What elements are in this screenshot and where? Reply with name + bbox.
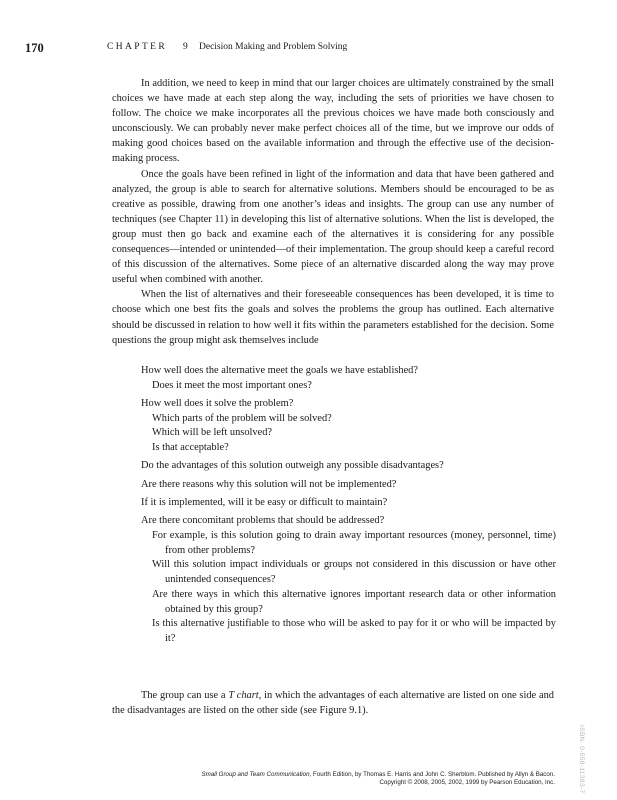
sub-question: Which parts of the problem will be solved? (152, 412, 332, 424)
question-group (141, 496, 556, 511)
closing-text-after: in which the advantages of each alternative are listed on one side and the disadvantages are listed on the other side (see Figure 9.1). (112, 690, 554, 717)
question-group (141, 397, 556, 456)
margin-isbn: ISBN: 0-558-11383-7 (578, 725, 585, 794)
sub-question: Will this solution impact individuals or groups not considered in this discussion or have other unintended consequences? (152, 559, 556, 586)
body-text (112, 76, 554, 348)
question: Do the advantages of this solution outweigh any possible disadvantages? (141, 460, 444, 472)
sub-question: Which will be left unsolved? (152, 427, 273, 439)
footer-book-title: Small Group and Team Communication, (201, 771, 312, 778)
paragraph: When the list of alternatives and their foreseeable consequences has been developed, it is time to choose which one best fits the goals and solves the problems the group has outlined. Each alternative should be discussed in relation to how well it fits within the parameters established for the decision. Some questions the group might ask themselves include (112, 289, 554, 346)
closing-text-before: The group can use a (141, 690, 229, 701)
chapter-number: 9 (183, 42, 188, 52)
sub-question: For example, is this solution going to drain away important resources (money, personnel, time) from other problems? (152, 530, 556, 556)
question: Are there concomitant problems that should be addressed? (141, 515, 385, 527)
footer-publication-info: Fourth Edition, by Thomas E. Harris and John C. Sherblom. Published by Allyn & Bacon. (311, 771, 555, 778)
sub-question: Is that acceptable? (152, 442, 229, 454)
question: If it is implemented, will it be easy or difficult to maintain? (141, 497, 388, 508)
question-group (141, 364, 556, 393)
question: How well does the alternative meet the goals we have established? (141, 365, 418, 376)
running-head (25, 41, 597, 57)
question: How well does it solve the problem? (141, 398, 294, 409)
question-list (141, 364, 556, 650)
question-group (141, 459, 556, 474)
chapter-label: CHAPTER (107, 42, 168, 52)
footer-copyright: Copyright © 2008, 2005, 2002, 1999 by Pearson Education, Inc. (379, 779, 555, 787)
paragraph (112, 688, 554, 718)
question: Are there reasons why this solution will not be implemented? (141, 478, 397, 490)
closing-paragraph (112, 688, 554, 718)
copyright-footer (201, 771, 555, 788)
question-group (141, 514, 556, 646)
sub-question: Is this alternative justifiable to those who will be asked to pay for it or who will be impacted by it? (152, 618, 556, 644)
sub-question: Does it meet the most important ones? (152, 379, 312, 391)
sub-question: Are there ways in which this alternative ignores important research data or other information obtained by this group? (152, 588, 556, 615)
chapter-title: Decision Making and Problem Solving (199, 42, 348, 52)
paragraph: Once the goals have been refined in light of the information and data that have been gathered and analyzed, the group is able to search for alternative solutions. Members should be encouraged to be as creative as possible, drawing from one another’s ideas and insights. The group can use any number of techniques (see Chapter 11) in developing this list of alternative solutions. When the list is developed, the group must then go back and examine each of the alternatives it is considering for any possible consequences—intended or unintended—of their implementation. The group should keep a careful record of this discussion of the alternatives. Some piece of an alternative discarded along the way may prove useful when combined with another. (112, 168, 554, 286)
t-chart-term: T chart, (228, 690, 262, 701)
page-number: 170 (25, 41, 44, 55)
footer-line-1 (201, 771, 555, 779)
question-group (141, 478, 556, 493)
paragraph: In addition, we need to keep in mind that our larger choices are ultimately constrained by the small choices we have made at each step along the way, including the sets of priorities we have chosen to follow. The choice we make incorporates all the previous choices we have made both consciously and unconsciously. We can probably never make perfect choices all of the time, but we improve our odds of making good choices based on the available information and through the effective use of the decision-making process. (112, 78, 554, 165)
